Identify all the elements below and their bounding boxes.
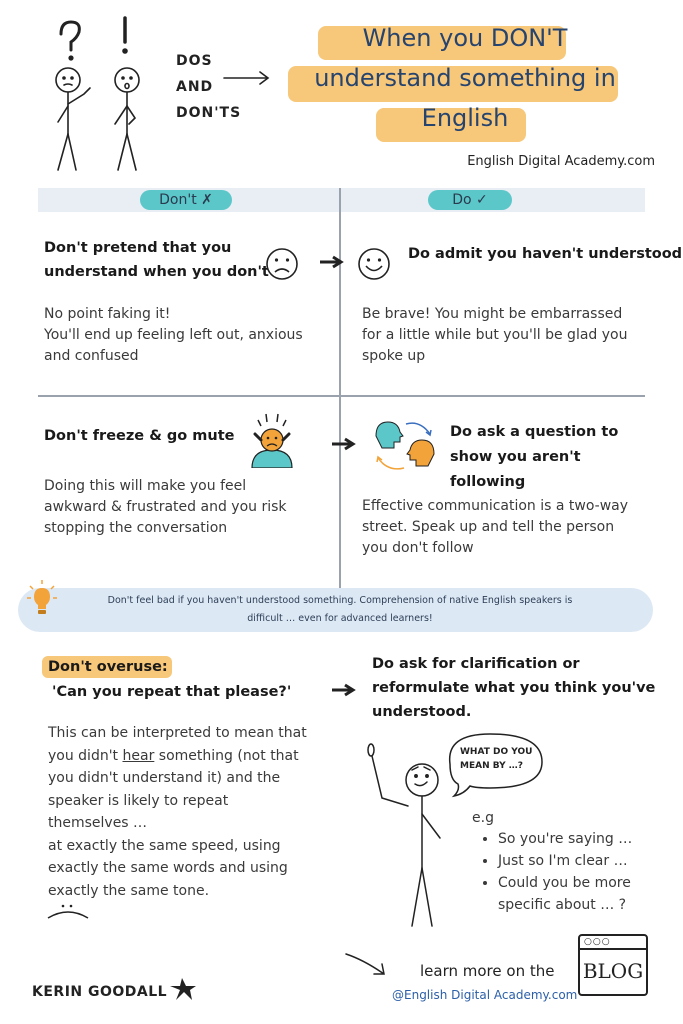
row3-dont-body-pre: you didn't	[48, 747, 123, 764]
row3-dont-body-post: something (not that	[154, 747, 299, 764]
row3-dont-body-line-1: This can be interpreted to mean that	[48, 725, 307, 741]
dont-overuse-tag: Don't overuse:	[48, 659, 168, 675]
learn-more-text: learn more on the	[420, 962, 555, 980]
dos-and-donts-label	[176, 48, 241, 126]
row2-dont-body	[44, 476, 287, 539]
arrow-right-icon	[330, 436, 358, 452]
sad-mouth-icon	[44, 900, 94, 922]
row2-do-body-line-2: street. Speak up and tell the person	[362, 519, 615, 535]
row1-do-body-line-3: spoke up	[362, 348, 426, 364]
row2-dont-body-line-2: awkward & frustrated and you risk	[44, 499, 287, 515]
row1-do-body	[362, 304, 627, 367]
row2-do-body-line-1: Effective communication is a two-way	[362, 498, 629, 514]
row2-do-heading-line-1: Do ask a question to	[450, 424, 619, 440]
dont-overuse-quote: 'Can you repeat that please?'	[52, 684, 292, 700]
blog-label: BLOG	[582, 959, 644, 983]
row3-do-heading	[372, 652, 655, 724]
title-line-1: When you DON'T	[362, 24, 568, 52]
arrow-right-icon	[318, 254, 346, 270]
bubble-line-2: MEAN BY …?	[460, 761, 523, 771]
row3-dont-body-line-2	[48, 745, 307, 768]
lightbulb-icon	[26, 578, 58, 618]
dont-column-label: Don't ✗	[140, 190, 232, 210]
row2-do-body-line-3: you don't follow	[362, 540, 474, 556]
eg-label: e.g	[472, 810, 494, 826]
row2-do-heading-line-2: show you aren't	[450, 449, 581, 465]
arrow-right-icon	[330, 682, 358, 698]
row1-do-heading: Do admit you haven't understood	[408, 246, 683, 262]
row3-dont-body-line-4: speaker is likely to repeat	[48, 792, 229, 809]
row1-dont-heading-line-1: Don't pretend that you	[44, 240, 232, 256]
academy-credit: English Digital Academy.com	[467, 154, 655, 169]
tip-line-2: difficult … even for advanced learners!	[247, 613, 433, 624]
row3-dont-body-line-3: you didn't understand it) and the	[48, 770, 281, 786]
row-divider	[38, 395, 645, 397]
column-divider	[339, 188, 341, 588]
row1-dont-body-line-1: No point faking it!	[44, 306, 171, 322]
row3-do-heading-line-2: reformulate what you think you've	[372, 680, 656, 696]
row3-dont-body-line-7: exactly the same words and using	[48, 860, 288, 876]
example-item: specific about … ?	[498, 897, 627, 913]
row3-dont-body	[48, 722, 307, 902]
stressed-person-icon	[244, 410, 300, 468]
academy-link[interactable]: @English Digital Academy.com	[392, 988, 578, 1002]
title-line-2: understand something in	[314, 64, 616, 92]
row3-do-heading-line-1: Do ask for clarification or	[372, 656, 580, 672]
arrow-right-icon	[222, 70, 272, 86]
row1-do-body-line-2: for a little while but you'll be glad you	[362, 327, 628, 343]
row3-dont-body-line-5: themselves …	[48, 815, 148, 831]
do-column-label: Do ✓	[428, 190, 512, 210]
row1-dont-heading	[44, 236, 269, 284]
stick-figures-illustration	[30, 12, 160, 177]
happy-face-icon	[356, 246, 392, 282]
row1-dont-body-line-2: You'll end up feeling left out, anxious	[44, 327, 303, 343]
title-line-3: English	[421, 104, 509, 132]
dos-line-2: AND	[176, 79, 214, 95]
dos-line-3: DON'TS	[176, 105, 242, 121]
row3-dont-body-line-8: exactly the same tone.	[48, 882, 210, 899]
example-item: • So you're saying …	[498, 828, 632, 850]
arrow-down-right-icon	[344, 950, 392, 980]
dos-line-1: DOS	[176, 53, 213, 69]
tip-line-1: Don't feel bad if you haven't understood something. Comprehension of native English speakers is	[107, 595, 573, 606]
row2-do-body	[362, 496, 628, 559]
example-item: • Just so I'm clear …	[498, 850, 632, 872]
example-item: • Could you be more	[498, 872, 632, 894]
blog-window-icon[interactable]	[578, 934, 648, 996]
column-header-band	[38, 188, 645, 212]
row1-dont-heading-line-2: understand when you don't	[44, 264, 269, 280]
conversation-heads-icon	[370, 414, 440, 474]
page-title	[290, 18, 640, 138]
row3-dont-body-hear: hear	[122, 747, 155, 764]
row1-dont-body-line-3: and confused	[44, 348, 139, 364]
window-dots-icon: ○○○	[580, 936, 646, 950]
row2-dont-body-line-3: stopping the conversation	[44, 520, 228, 536]
sad-face-icon	[264, 246, 300, 282]
row2-do-heading-line-3: following	[450, 474, 526, 490]
bubble-line-1: WHAT DO YOU	[460, 747, 533, 757]
row2-dont-heading: Don't freeze & go mute	[44, 428, 235, 444]
tip-text	[70, 592, 610, 628]
author-signature-mark	[166, 976, 196, 1004]
row2-dont-body-line-1: Doing this will make you feel	[44, 478, 247, 494]
row2-do-heading	[450, 420, 618, 495]
row1-do-body-line-1: Be brave! You might be embarrassed	[362, 306, 623, 322]
clarification-examples	[480, 828, 632, 916]
row3-dont-body-line-6: at exactly the same speed, using	[48, 837, 281, 854]
row1-dont-body	[44, 304, 303, 367]
author-name: KERIN GOODALL	[32, 984, 168, 1000]
row3-do-heading-line-3: understood.	[372, 704, 472, 720]
